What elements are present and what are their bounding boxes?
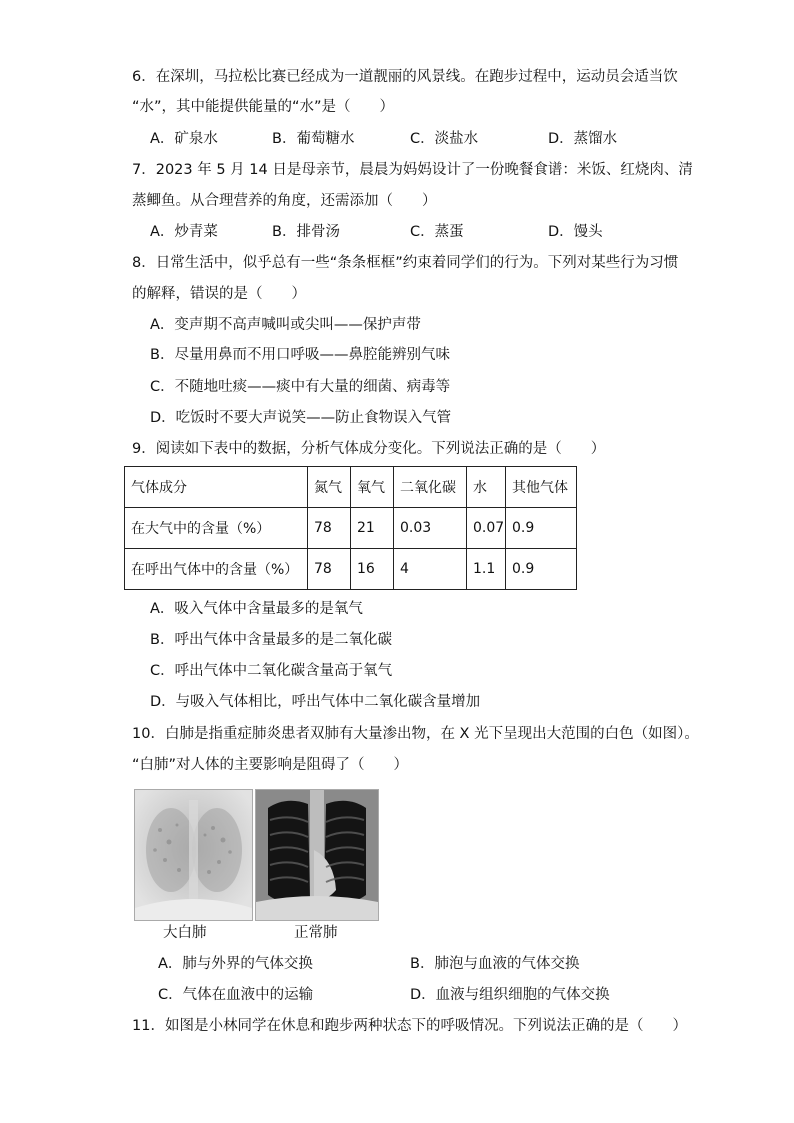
table-cell: 4	[394, 549, 467, 590]
white-lung-xray-image	[134, 789, 253, 921]
table-header-cell: 气体成分	[125, 467, 308, 508]
table-cell: 16	[351, 549, 394, 590]
q6-option-a[interactable]: A．矿泉水	[150, 131, 218, 147]
q10-option-d[interactable]: D．血液与组织细胞的气体交换	[410, 987, 610, 1003]
table-header-row	[125, 467, 577, 508]
table-row	[125, 549, 577, 590]
table-cell: 0.07	[467, 508, 506, 549]
q8-stem-line1: 8．日常生活中，似乎总有一些“条条框框”约束着同学们的行为。下列对某些行为习惯	[132, 255, 679, 271]
q10-stem-line2: “白肺”对人体的主要影响是阻碍了（ ）	[132, 757, 409, 773]
table-cell: 21	[351, 508, 394, 549]
q7-stem-line2: 蒸鲫鱼。从合理营养的角度，还需添加（ ）	[132, 193, 437, 209]
q9-option-c[interactable]: C．呼出气体中二氧化碳含量高于氧气	[150, 663, 393, 679]
table-cell: 在呼出气体中的含量（%）	[125, 549, 308, 590]
table-cell: 78	[308, 549, 351, 590]
q8-option-c[interactable]: C．不随地吐痰——痰中有大量的细菌、病毒等	[150, 379, 451, 395]
q9-stem: 9．阅读如下表中的数据，分析气体成分变化。下列说法正确的是（ ）	[132, 441, 606, 457]
table-row	[125, 508, 577, 549]
q6-option-c[interactable]: C．淡盐水	[410, 131, 479, 147]
q7-option-a[interactable]: A．炒青菜	[150, 224, 218, 240]
q8-option-d[interactable]: D．吃饭时不要大声说笑——防止食物误入气管	[150, 410, 452, 426]
q9-option-d[interactable]: D．与吸入气体相比，呼出气体中二氧化碳含量增加	[150, 694, 481, 710]
q9-option-a[interactable]: A．吸入气体中含量最多的是氧气	[150, 601, 363, 617]
q6-option-d[interactable]: D．蒸馏水	[548, 131, 618, 147]
table-header-cell: 水	[467, 467, 506, 508]
gas-composition-table	[124, 466, 577, 590]
table-header-cell: 其他气体	[506, 467, 577, 508]
q6-stem-line1: 6．在深圳，马拉松比赛已经成为一道靓丽的风景线。在跑步过程中，运动员会适当饮	[132, 69, 678, 85]
table-cell: 78	[308, 508, 351, 549]
q7-option-d[interactable]: D．馒头	[548, 224, 603, 240]
table-cell: 1.1	[467, 549, 506, 590]
q10-option-c[interactable]: C．气体在血液中的运输	[158, 987, 314, 1003]
q10-option-b[interactable]: B．肺泡与血液的气体交换	[410, 956, 580, 972]
q10-option-a[interactable]: A．肺与外界的气体交换	[158, 956, 313, 972]
table-header-cell: 二氧化碳	[394, 467, 467, 508]
q8-option-b[interactable]: B．尽量用鼻而不用口呼吸——鼻腔能辨别气味	[150, 347, 450, 363]
table-cell: 0.03	[394, 508, 467, 549]
q10-stem-line1: 10．白肺是指重症肺炎患者双肺有大量渗出物，在 X 光下呈现出大范围的白色（如图）。	[132, 726, 699, 742]
normal-lung-caption: 正常肺	[294, 925, 338, 941]
table-cell: 0.9	[506, 508, 577, 549]
normal-lung-xray-image	[255, 789, 379, 921]
table-header-cell: 氮气	[308, 467, 351, 508]
q6-stem-line2: “水”，其中能提供能量的“水”是（ ）	[132, 99, 395, 115]
table-cell: 在大气中的含量（%）	[125, 508, 308, 549]
white-lung-caption: 大白肺	[163, 925, 207, 941]
table-cell: 0.9	[506, 549, 577, 590]
q8-stem-line2: 的解释，错误的是（ ）	[132, 286, 306, 302]
normal-lung-xray-graphic	[256, 790, 378, 920]
table-header-cell: 氧气	[351, 467, 394, 508]
q7-stem-line1: 7．2023 年 5 月 14 日是母亲节，晨晨为妈妈设计了一份晚餐食谱：米饭、红烧肉、清	[132, 162, 693, 178]
q11-stem: 11．如图是小林同学在休息和跑步两种状态下的呼吸情况。下列说法正确的是（ ）	[132, 1018, 687, 1034]
q6-option-b[interactable]: B．葡萄糖水	[272, 131, 355, 147]
q8-option-a[interactable]: A．变声期不高声喊叫或尖叫——保护声带	[150, 317, 421, 333]
q7-option-c[interactable]: C．蒸蛋	[410, 224, 464, 240]
q9-option-b[interactable]: B．呼出气体中含量最多的是二氧化碳	[150, 632, 392, 648]
white-lung-xray-graphic	[135, 790, 252, 920]
q7-option-b[interactable]: B．排骨汤	[272, 224, 340, 240]
